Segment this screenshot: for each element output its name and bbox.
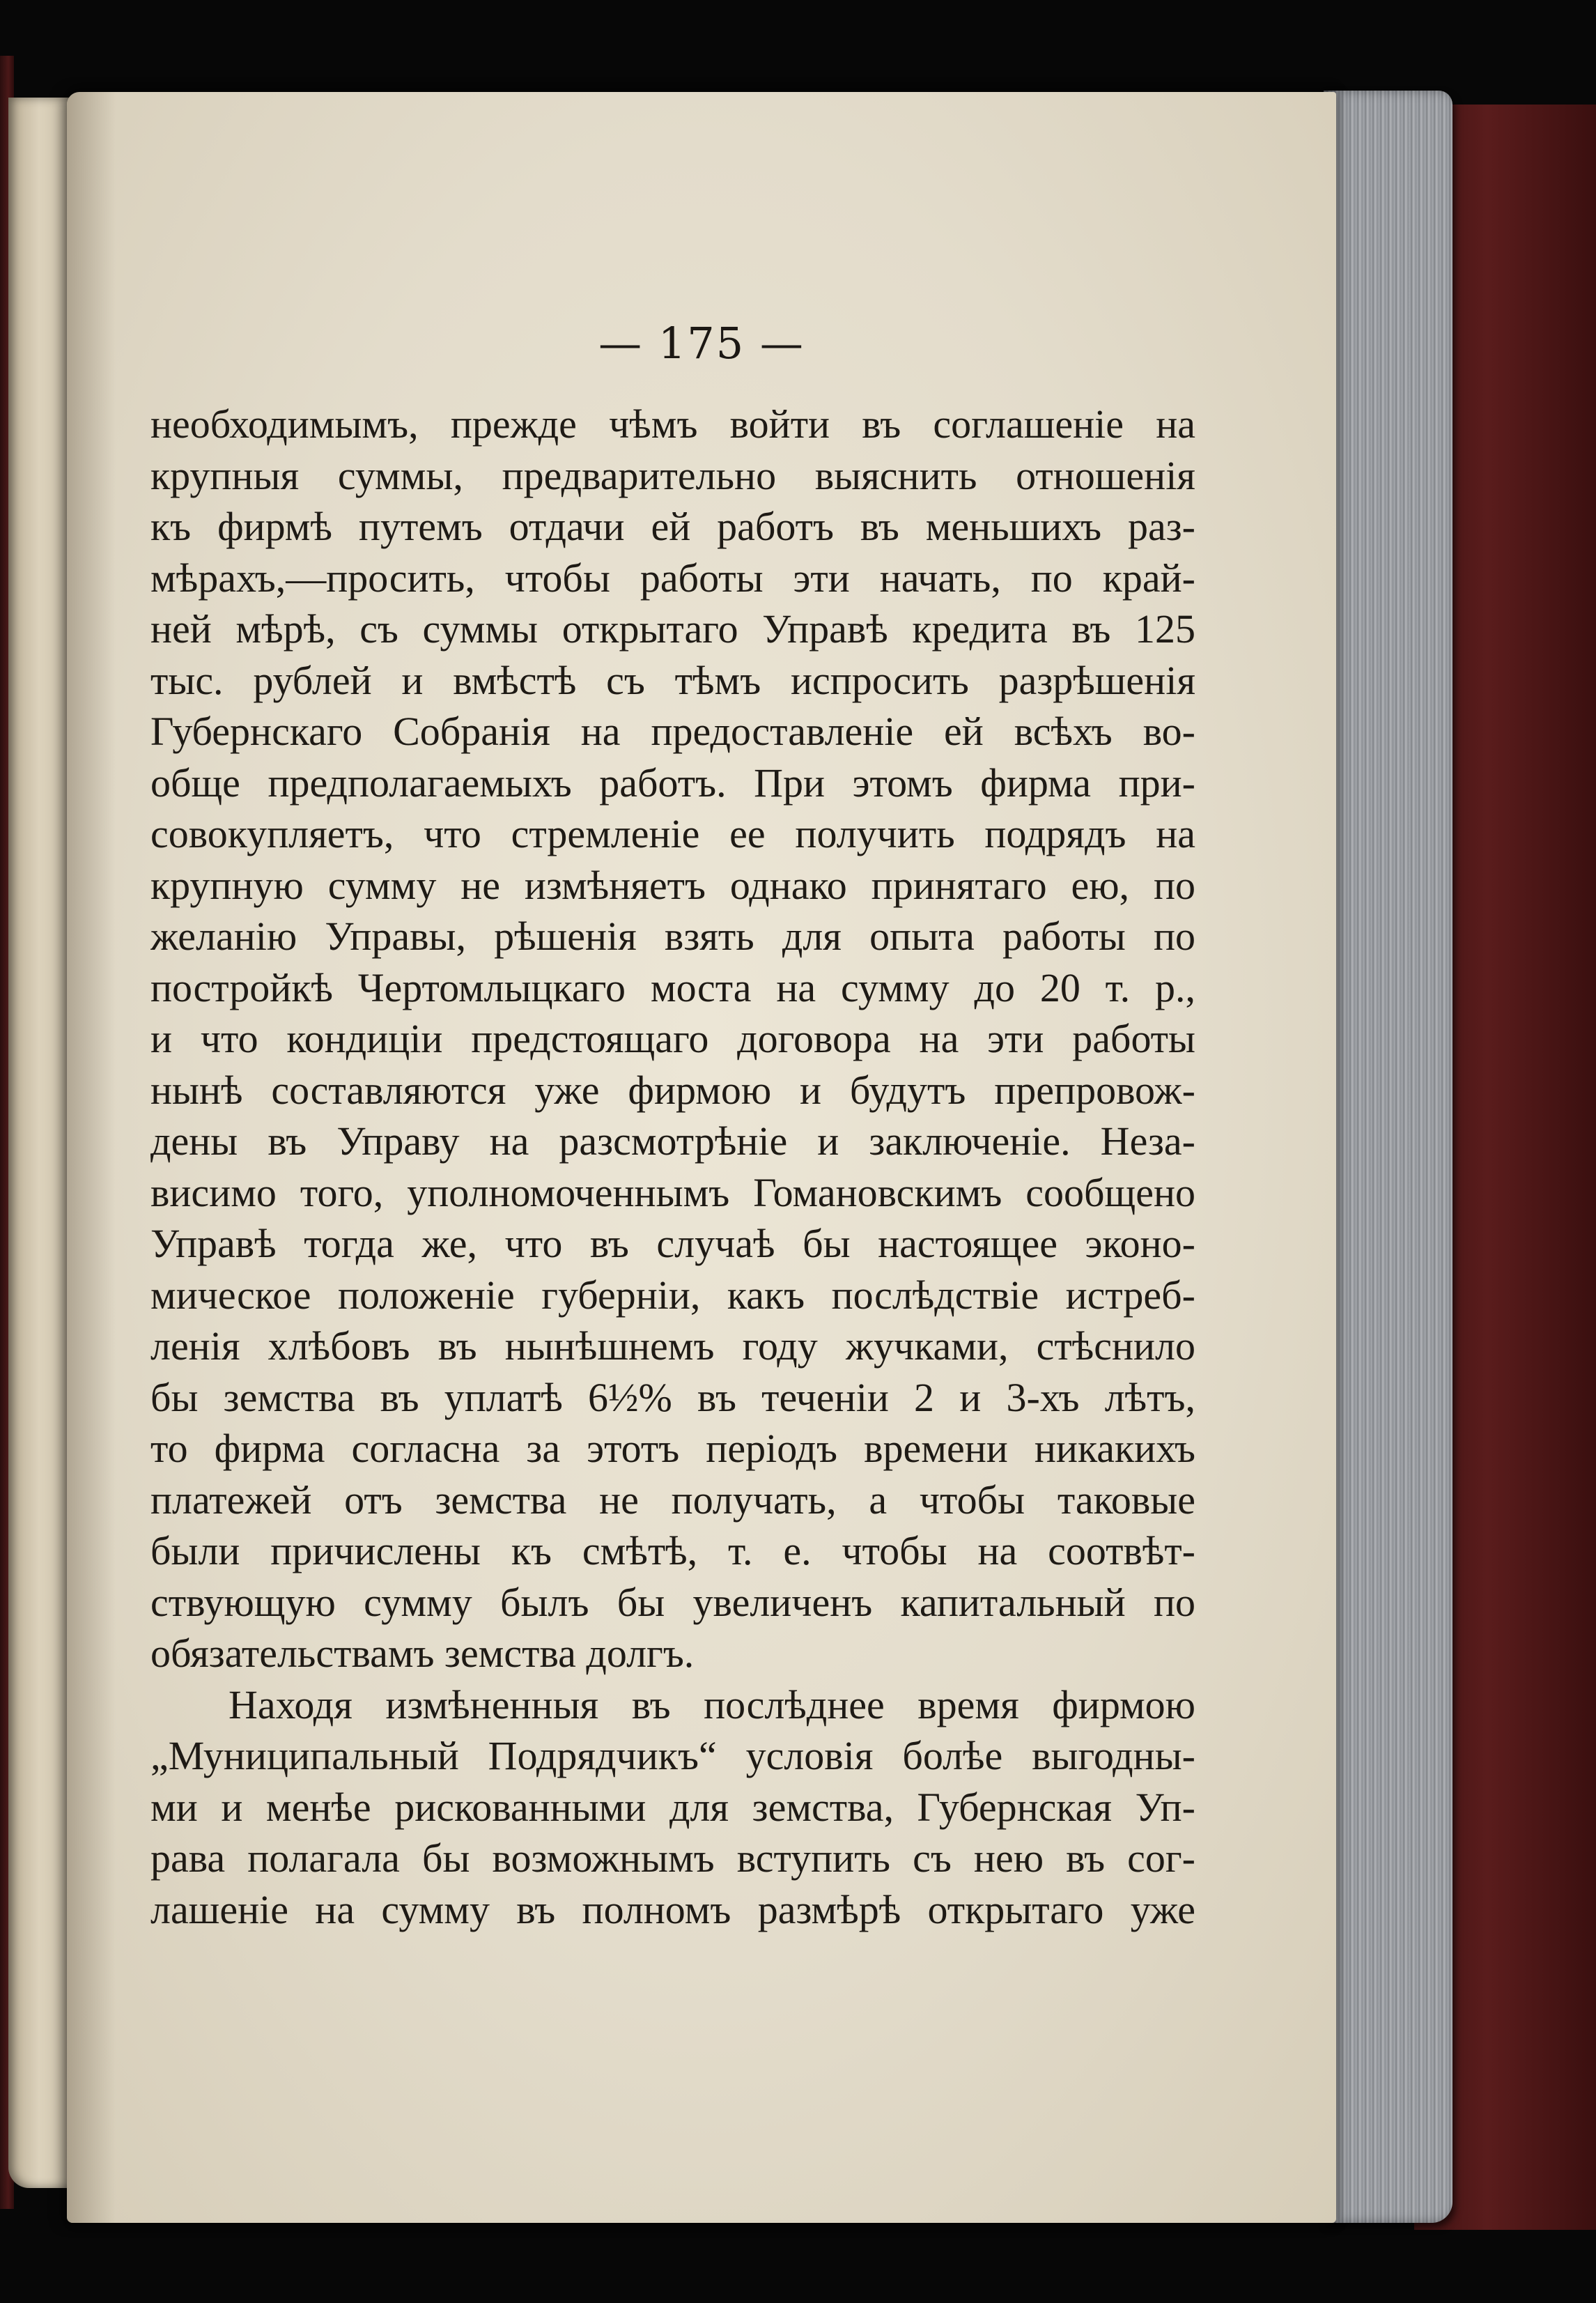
text-line: необходимымъ, прежде чѣмъ войти въ соглашеніе на — [150, 401, 1195, 447]
text-line: крупныя суммы, предварительно выяснить отношенія — [150, 452, 1195, 498]
text-line: рава полагала бы возможнымъ вступить съ нею въ сог- — [150, 1835, 1195, 1881]
page-edges-stack — [1324, 91, 1452, 2223]
page-number: — 175 — — [598, 318, 805, 369]
body-text — [150, 399, 1195, 1935]
book-page — [67, 92, 1336, 2223]
text-line: ми и менѣе рискованными для земства, Губернская Уп- — [150, 1784, 1195, 1830]
text-line: дены въ Управу на разсмотрѣніе и заключеніе. Неза- — [150, 1118, 1195, 1164]
text-line: были причислены къ смѣтѣ, т. е. чтобы на соотвѣт- — [150, 1528, 1195, 1573]
text-line: ленія хлѣбовъ въ нынѣшнемъ году жучками, стѣснило — [150, 1323, 1195, 1369]
text-line: Находя измѣненныя въ послѣднее время фирмою — [228, 1681, 1195, 1727]
gutter-shadow — [67, 92, 116, 2223]
text-line: обязательствамъ земства долгъ. — [150, 1631, 695, 1676]
text-line: ней мѣрѣ, съ суммы открытаго Управѣ кредита въ 125 — [150, 606, 1195, 652]
text-line: и что кондиціи предстоящаго договора на эти работы — [150, 1016, 1195, 1061]
text-line: постройкѣ Чертомлыцкаго моста на сумму до 20 т. р., — [150, 964, 1195, 1010]
text-line: лашеніе на сумму въ полномъ размѣрѣ открытаго уже — [150, 1886, 1195, 1932]
text-line: ствующую сумму былъ бы увеличенъ капитальный по — [150, 1579, 1195, 1625]
text-line: обще предполагаемыхъ работъ. При этомъ фирма при- — [150, 760, 1195, 806]
text-line: нынѣ составляются уже фирмою и будутъ препровож- — [150, 1067, 1195, 1113]
text-line: крупную сумму не измѣняетъ однако принятаго ею, по — [150, 862, 1195, 908]
text-line: „Муниципальный Подрядчикъ“ условія болѣе выгодны- — [150, 1733, 1195, 1778]
text-line: совокупляетъ, что стремленіе ее получить подрядъ на — [150, 811, 1195, 856]
text-line: платежей отъ земства не получать, а чтобы таковые — [150, 1477, 1195, 1523]
text-line: Губернскаго Собранія на предоставленіе ей всѣхъ во- — [150, 709, 1195, 754]
text-line: мическое положеніе губерніи, какъ послѣдствіе истреб- — [150, 1272, 1195, 1318]
text-line: желанію Управы, рѣшенія взять для опыта работы по — [150, 914, 1195, 959]
text-line: бы земства въ уплатѣ 6½% въ теченіи 2 и 3-хъ лѣтъ, — [150, 1374, 1195, 1420]
text-line: мѣрахъ,—просить, чтобы работы эти начать, по край- — [150, 555, 1195, 601]
text-line: висимо того, уполномоченнымъ Гомановскимъ сообщено — [150, 1169, 1195, 1215]
text-line: то фирма согласна за этотъ періодъ времени никакихъ — [150, 1426, 1195, 1471]
text-line: къ фирмѣ путемъ отдачи ей работъ въ меньшихъ раз- — [150, 504, 1195, 549]
text-line: Управѣ тогда же, что въ случаѣ бы настоящее эконо- — [150, 1221, 1195, 1266]
text-line: тыс. рублей и вмѣстѣ съ тѣмъ испросить разрѣшенія — [150, 657, 1195, 703]
